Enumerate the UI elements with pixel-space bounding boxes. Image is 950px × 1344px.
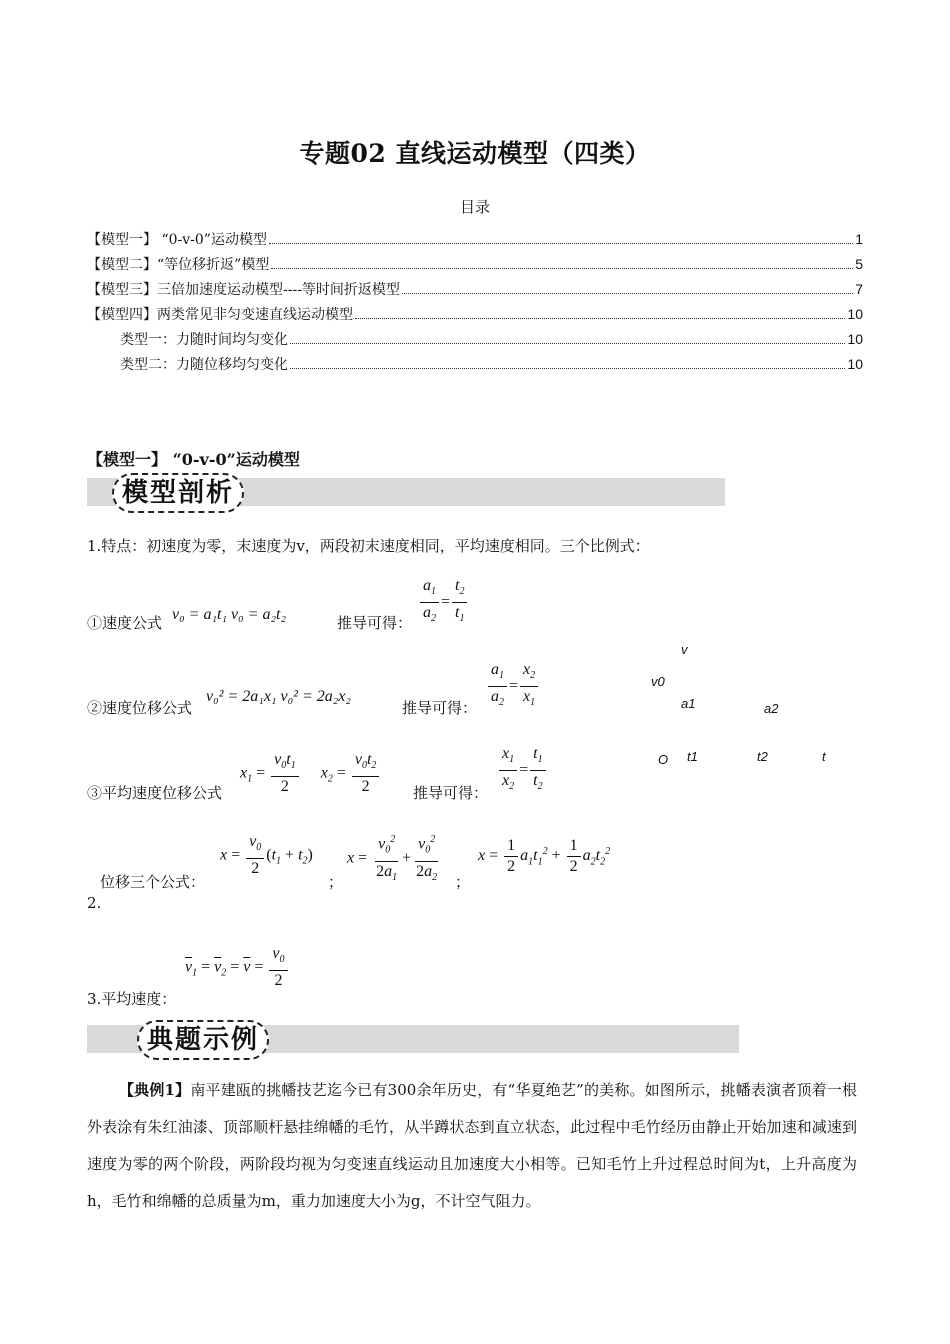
graph-label-t1: t1 <box>687 749 698 764</box>
toc-item-label: 类型二：力随位移均匀变化 <box>120 357 288 373</box>
graph-axis-t: t <box>822 749 826 764</box>
banner-label: 模型剖析 <box>112 473 244 513</box>
formula-3-derive: 推导可得： <box>413 784 489 802</box>
toc-item-page: 10 <box>847 331 863 347</box>
toc-leader <box>269 243 853 244</box>
toc-item[interactable] <box>87 229 863 254</box>
graph-axis-v: v <box>681 642 688 657</box>
toc-leader <box>290 368 845 369</box>
formula-2-label: ②速度位移公式 <box>87 699 193 717</box>
toc-item[interactable] <box>87 354 863 379</box>
separator: ； <box>455 873 471 891</box>
formula-2-expression: v₀² = 2a₁x₁ v₀² = 2a₂x₂ <box>206 688 351 705</box>
toc-item-label: 【模型四】两类常见非匀变速直线运动模型 <box>87 307 353 323</box>
graph-label-t2: t2 <box>757 749 768 764</box>
toc-item-label: 【模型一】 “0-v-0”运动模型 <box>87 232 267 248</box>
table-of-contents <box>87 229 863 379</box>
toc-item-page: 1 <box>855 231 863 247</box>
toc-item-label: 【模型二】“等位移折返”模型 <box>87 257 270 273</box>
toc-item-page: 7 <box>855 281 863 297</box>
formula-1-label: ①速度公式 <box>87 614 163 632</box>
toc-item-page: 5 <box>855 256 863 272</box>
formula-3-result: $\frac{x_1}{x_2}$ = $\frac{t_1}{t_2}$ <box>497 744 548 797</box>
formula-2-result: $\frac{a_1}{a_2}$ = $\frac{x_2}{x_1}$ <box>486 660 540 713</box>
toc-item-page: 10 <box>847 306 863 322</box>
average-velocity-formula: $\overline{v}_1 = \overline{v}_2 = \overline{v}$ = $\frac{v_0}{2}$ <box>185 944 290 991</box>
example-tag: 【典例1】 <box>119 1081 191 1099</box>
toc-item[interactable] <box>87 329 863 354</box>
example-text: 南平建瓯的挑幡技艺迄今已有300余年历史，有“华夏绝艺”的美称。如图所示，挑幡表演者顶着一根外表涂有朱红油漆、顶部顺杆悬挂绵幡的毛竹，从半蹲状态到直立状态，此过程中毛竹经历由静止开始加速和减速到速度为零的两个阶段，两阶段均视为匀变速直线运动且加速度大小相等。已知毛竹上升过程总时间为t，上升高度为h，毛竹和绵幡的总质量为m，重力加速度大小为g，不计空气阻力。 <box>87 1081 857 1210</box>
point-2: 2. <box>87 894 102 912</box>
toc-item-label: 类型一：力随时间均匀变化 <box>120 332 288 348</box>
formula-1-result: $\frac{a_1}{a_2}$ = $\frac{t_2}{t_1}$ <box>418 576 469 629</box>
graph-label-a1: a1 <box>681 696 696 711</box>
formula-3-label: ③平均速度位移公式 <box>87 784 223 802</box>
banner-label: 典题示例 <box>137 1020 269 1060</box>
displacement-formula-3: x = $\frac{1}{2}$ $a_1t_1^2$ + $\frac{1}{2}$ $a_2t_2^2$ <box>478 837 611 875</box>
toc-leader <box>355 318 845 319</box>
toc-heading: 目录 <box>459 198 490 216</box>
displacement-formula-2: x = $\frac{v_0^2}{2a_1}$ + $\frac{v_0^2}{2a_2}$ <box>347 830 442 888</box>
toc-item[interactable] <box>87 279 863 304</box>
toc-leader <box>402 293 853 294</box>
toc-item-label: 【模型三】三倍加速度运动模型----等时间折返模型 <box>87 282 400 298</box>
formula-1-expression: v₀ = a₁t₁ v₀ = a₂t₂ <box>172 606 287 623</box>
toc-item[interactable] <box>87 304 863 329</box>
graph-origin: O <box>658 752 669 767</box>
point-3: 3.平均速度： <box>87 990 177 1008</box>
displacement-formulas: x = $\frac{v_0}{2}$ $(t_1 + t_2)$ <box>220 833 313 878</box>
formula-1-derive: 推导可得： <box>337 614 413 632</box>
formula-2-derive: 推导可得： <box>402 699 478 717</box>
example-paragraph <box>87 1072 857 1220</box>
toc-item-page: 10 <box>847 356 863 372</box>
toc-item[interactable] <box>87 254 863 279</box>
section-heading: 【模型一】 “0-v-0”运动模型 <box>87 450 300 469</box>
point-1: 1.特点：初速度为零，末速度为v，两段初末速度相同，平均速度相同。三个比例式： <box>87 537 650 555</box>
toc-leader <box>271 268 853 269</box>
formula-3-expression: $x_1$ = $\frac{v_0t_1}{2}$ $x_2$ = $\frac{v_0t_2}{2}$ <box>240 750 381 797</box>
page-title: 专题02 直线运动模型（四类） <box>299 139 651 168</box>
graph-label-v0: v0 <box>651 674 665 689</box>
displacement-label: 位移三个公式： <box>100 873 206 891</box>
toc-leader <box>290 343 845 344</box>
graph-label-a2: a2 <box>764 701 779 716</box>
separator: ； <box>328 873 344 891</box>
